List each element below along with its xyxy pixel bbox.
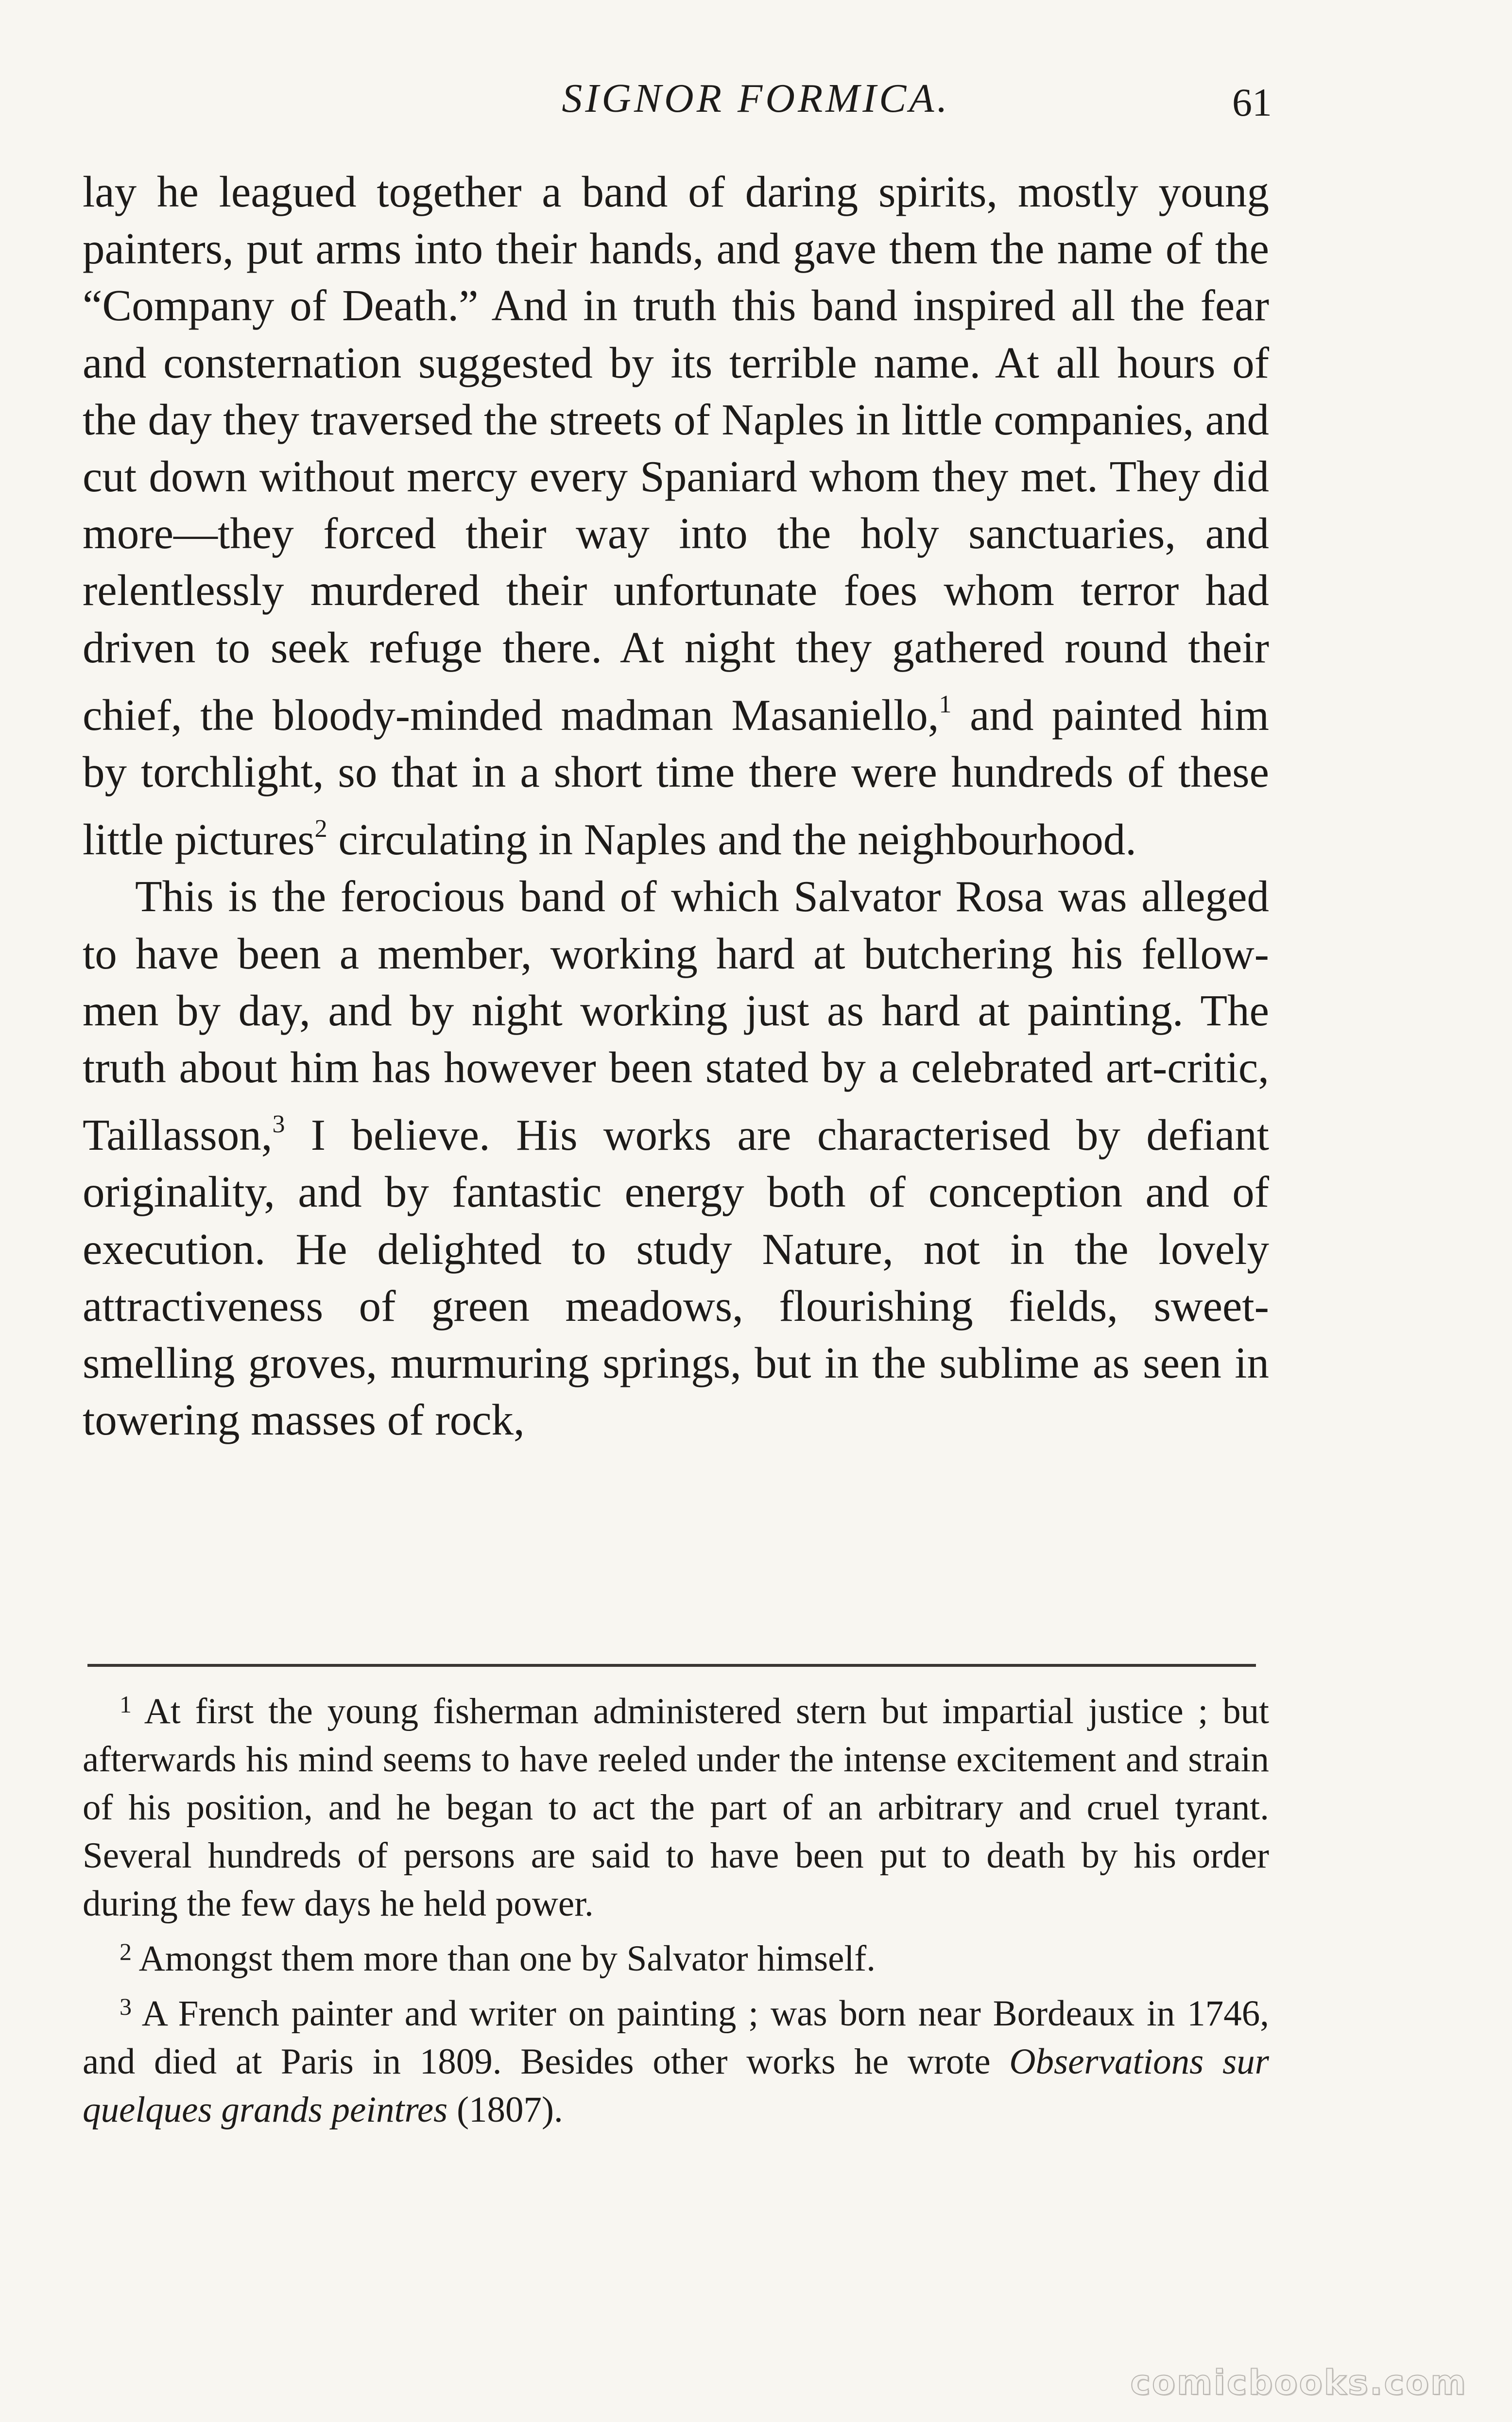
footnote-divider (87, 1664, 1256, 1667)
footnote-number: 1 (120, 1691, 132, 1718)
footnote-text: A French painter and writer on painting ; was born near Bordeaux in 1746, and died at Paris in 1809. Besides other works he wrote (83, 1993, 1269, 2082)
paragraph-text: circulating in Naples and the neighbourhood. (327, 815, 1136, 865)
footnote-number: 2 (120, 1938, 132, 1965)
footnote-reference: 1 (939, 690, 952, 718)
paragraph-continuation (83, 163, 1269, 868)
running-head (0, 72, 1512, 125)
footnote-reference: 3 (272, 1110, 285, 1139)
footnote (83, 1680, 1269, 1928)
running-title: SIGNOR FORMICA. (562, 76, 950, 121)
footnote (83, 1928, 1269, 1983)
footnote-text: (1807). (447, 2090, 563, 2130)
paragraph-text: lay he leagued together a band of daring spirits, mostly young painters, put arms into their hands, and gave them the name of the “Company of Death.” And in truth this band inspired all the fear and consternation suggested by its terrible name. At all hours of the day they traversed the streets of Naples in little companies, and cut down without mercy every Spaniard whom they met. They did more—they forced their way into the holy sanctuaries, and relentlessly murdered their unfortunate foes whom terror had driven to seek refuge there. At night they gathered round their chief, the bloody-minded madman Masaniello, (83, 167, 1269, 740)
footnote (83, 1983, 1269, 2134)
page-number: 61 (1232, 80, 1272, 124)
watermark: comicbooks.com (1130, 2363, 1467, 2403)
footnotes (83, 1680, 1269, 2134)
footnote-text: Amongst them more than one by Salvator himself. (132, 1938, 876, 1979)
paragraph-text: This is the ferocious band of which Salvator Rosa was alleged to have been a member, working hard at butchering his fellow-men by day, and by night working just as hard at painting. The truth about him has however been stated by a celebrated art-critic, Taillasson, (83, 872, 1269, 1160)
paragraph-text: and painted him by torchlight, so that in a short time there were hundreds of these little pictures (83, 690, 1269, 865)
paragraph (83, 868, 1269, 1448)
book-title: Observations sur quelques grands peintres (83, 2041, 1269, 2130)
paragraph-text: I believe. His works are characterised by defiant originality, and by fantastic energy both of conception and of execution. He delighted to study Nature, not in the lovely attractiveness of green meadows, flourishing fields, sweet-smelling groves, murmuring springs, but in the sublime as seen in towering masses of rock, (83, 1110, 1269, 1445)
footnote-reference: 2 (314, 815, 327, 843)
footnote-number: 3 (120, 1993, 132, 2020)
body-text (83, 163, 1269, 1448)
footnote-text: At first the young fisherman administered stern but impartial justice ; but afterwards his mind seems to have reeled under the intense excitement and strain of his position, and he began to act the part of an arbitrary and cruel tyrant. Several hundreds of persons are said to have been put to death by his order during the few days he held power. (83, 1691, 1269, 1924)
